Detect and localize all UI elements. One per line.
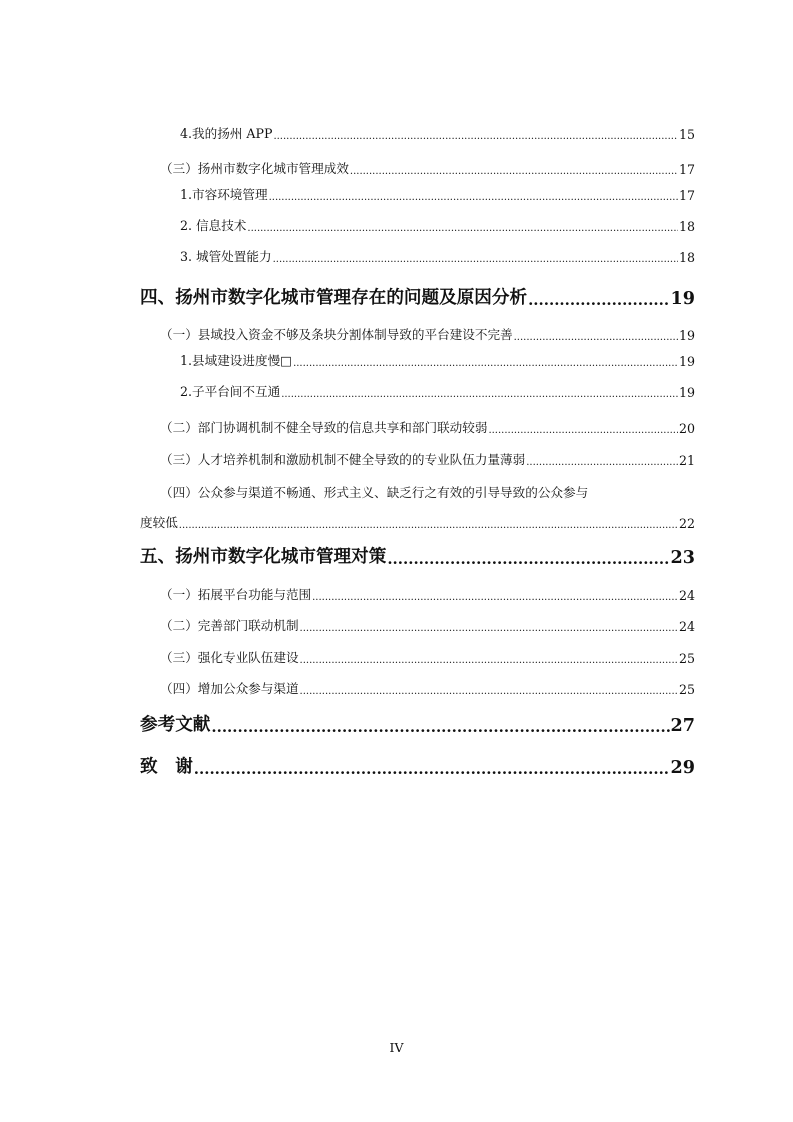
toc-entry-title: （一）县域投入资金不够及条块分割体制导致的平台建设不完善: [160, 327, 513, 342]
toc-entry-title: 1.市容环境管理: [180, 187, 268, 202]
toc-chapter-entry[interactable]: [140, 285, 695, 309]
toc-entry-page: 17: [678, 162, 695, 177]
toc-entry-continuation[interactable]: [140, 511, 695, 531]
toc-entry-page: 25: [678, 651, 695, 666]
toc-entry-page: 19: [678, 385, 695, 400]
toc-leader-dots: [273, 131, 678, 142]
toc-entry-title-continued: 度较低: [140, 515, 178, 530]
toc-entry-page: 15: [678, 127, 695, 142]
toc-entry[interactable]: [160, 416, 695, 436]
toc-entry-title: 致 谢: [140, 756, 193, 777]
toc-entry[interactable]: [180, 183, 695, 203]
toc-entry-title: （四）公众参与渠道不畅通、形式主义、缺乏行之有效的引导导致的公众参与: [160, 485, 589, 500]
toc-entry[interactable]: [160, 583, 695, 603]
toc-chapter-entry[interactable]: [140, 544, 695, 568]
toc-entry-page: 24: [678, 619, 695, 634]
toc-entry-page: 20: [678, 421, 695, 436]
toc-leader-dots: [528, 291, 669, 309]
toc-entry-title: 四、扬州市数字化城市管理存在的问题及原因分析: [140, 287, 528, 308]
toc-entry-page: 25: [678, 682, 695, 697]
toc-entry-page: 24: [678, 588, 695, 603]
toc-entry-title: （三）扬州市数字化城市管理成效: [160, 161, 349, 176]
toc-entry[interactable]: [160, 646, 695, 666]
toc-entry[interactable]: [160, 677, 695, 697]
toc-leader-dots: [273, 254, 678, 265]
toc-entry-page: 17: [678, 188, 695, 203]
toc-entry-first-line[interactable]: [160, 481, 695, 501]
toc-entry[interactable]: [160, 614, 695, 634]
page-number: IV: [389, 1040, 404, 1055]
toc-entry-title: （二）完善部门联动机制: [160, 618, 299, 633]
toc-entry-page: 27: [670, 715, 695, 736]
toc-entry[interactable]: [180, 349, 695, 369]
toc-entry[interactable]: [180, 122, 695, 142]
toc-leader-dots: [247, 223, 678, 234]
toc-entry-page: 19: [678, 354, 695, 369]
toc-entry[interactable]: [160, 448, 695, 468]
toc-leader-dots: [281, 389, 678, 400]
toc-leader-dots: [514, 332, 678, 343]
toc-leader-dots: [300, 623, 678, 634]
toc-leader-dots: [300, 655, 678, 666]
toc-entry-title: （三）强化专业队伍建设: [160, 650, 299, 665]
toc-entry-page: 19: [678, 328, 695, 343]
toc-entry-page: 18: [678, 219, 695, 234]
toc-entry-title: （二）部门协调机制不健全导致的信息共享和部门联动较弱: [160, 420, 488, 435]
toc-entry[interactable]: [160, 323, 695, 343]
toc-leader-dots: [269, 192, 678, 203]
toc-entry-title: 4.我的扬州 APP: [180, 126, 273, 141]
toc-entry-page: 29: [670, 757, 695, 778]
toc-entry-title: （一）拓展平台功能与范围: [160, 587, 312, 602]
toc-leader-dots: [526, 457, 678, 468]
toc-entry[interactable]: [160, 157, 695, 177]
toc-entry-title: （三）人才培养机制和激励机制不健全导致的的专业队伍力量薄弱: [160, 452, 526, 467]
toc-leader-dots: [387, 550, 669, 568]
toc-leader-dots: [350, 166, 678, 177]
toc-leader-dots: [488, 425, 678, 436]
toc-leader-dots: [293, 358, 678, 369]
toc-chapter-entry[interactable]: [140, 712, 695, 736]
toc-entry-title: 1.县域建设进度慢□: [180, 353, 293, 368]
toc-entry[interactable]: [180, 380, 695, 400]
toc-entry-page: 21: [678, 453, 695, 468]
toc-entry-page: 19: [670, 288, 695, 309]
toc-chapter-entry[interactable]: [140, 754, 695, 778]
toc-leader-dots: [312, 592, 678, 603]
toc-entry-title: 五、扬州市数字化城市管理对策: [140, 546, 387, 567]
toc-leader-dots: [179, 520, 678, 531]
toc-leader-dots: [300, 686, 678, 697]
toc-entry[interactable]: [180, 245, 695, 265]
toc-entry-page: 23: [670, 547, 695, 568]
toc-entry-title: 2. 信息技术: [180, 218, 247, 233]
toc-entry-page: 18: [678, 250, 695, 265]
toc-leader-dots: [211, 718, 669, 736]
toc-entry[interactable]: [180, 214, 695, 234]
toc-entry-page: 22: [678, 516, 695, 531]
toc-entry-title: 参考文献: [140, 714, 211, 735]
toc-leader-dots: [194, 760, 670, 778]
toc-entry-title: 3. 城管处置能力: [180, 249, 272, 264]
toc-entry-title: （四）增加公众参与渠道: [160, 681, 299, 696]
toc-entry-title: 2.子平台间不互通: [180, 384, 281, 399]
